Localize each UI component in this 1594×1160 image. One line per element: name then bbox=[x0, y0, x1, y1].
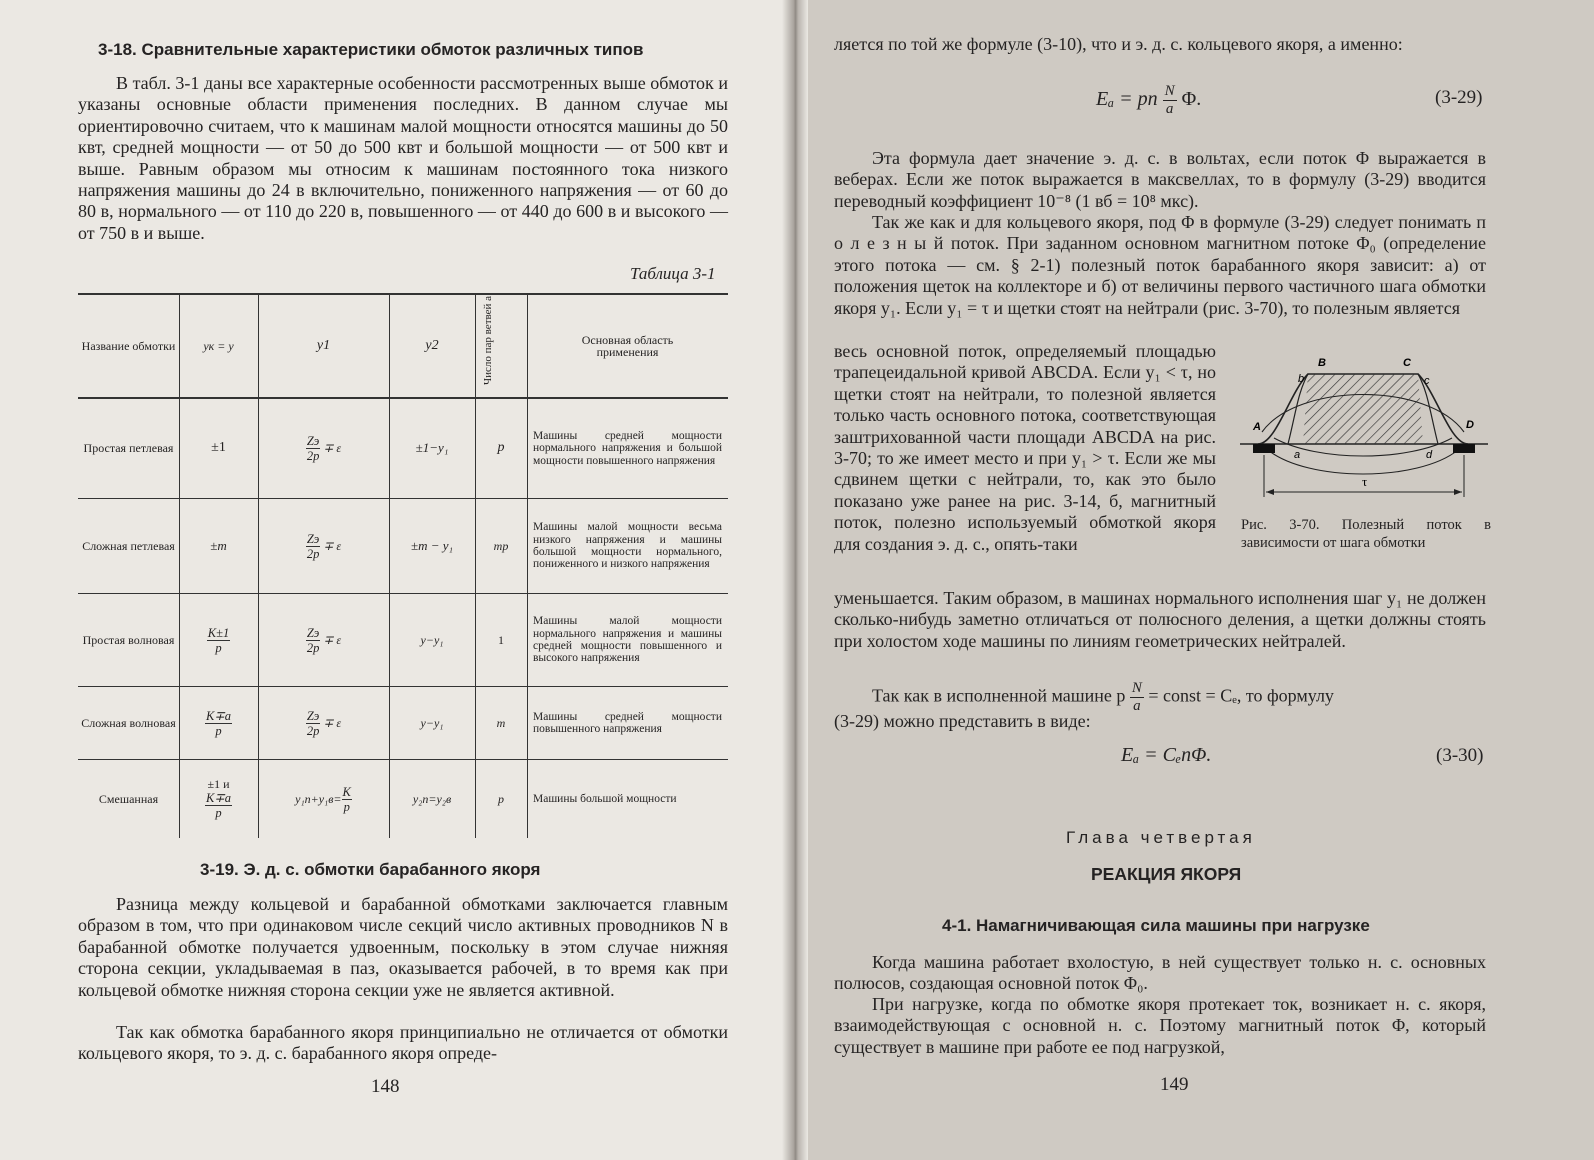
label-B: B bbox=[1318, 357, 1326, 369]
row1-y1: $\frac{Zэ}{2p}$ ∓ ε bbox=[306, 434, 342, 463]
figure-3-70-flux-diagram bbox=[1238, 352, 1490, 510]
chapter-title: РЕАКЦИЯ ЯКОРЯ bbox=[1091, 864, 1242, 884]
row5-area: Машины большой мощности bbox=[533, 792, 677, 805]
label-a: a bbox=[1294, 449, 1301, 461]
paragraph-load: При нагрузке, когда по обмотке якоря протекает ток, возникает н. с. якоря, взаимодействующая с основной н. с. Поэтому магнитный поток Φ, который существует в машине при работе ее под нагрузкой, bbox=[834, 994, 1486, 1057]
row2-name: Сложная петлевая bbox=[82, 538, 175, 553]
label-D: D bbox=[1466, 419, 1474, 431]
formula-3-30: Eₐ = CₑnΦ. bbox=[1121, 744, 1212, 766]
equation-number-3-29: (3-29) bbox=[1435, 87, 1483, 108]
header-y1: y1 bbox=[316, 337, 331, 353]
row5-y1: y₁п+y₁в= $\frac{K}{p}$ bbox=[295, 784, 351, 814]
label-c: c bbox=[1424, 375, 1430, 387]
row3-y1: $\frac{Zэ}{2p}$ ∓ ε bbox=[306, 625, 342, 655]
intro-paragraph: В табл. 3-1 даны все характерные особенности рассмотренных выше обмоток и указаны основные области применения последних. В данном случае мы ориентировочно считаем, что к машинам малой мощности относятся машины до 50 квт, средней мощности — от 50 до 500 квт и большой мощности — от 500 квт и выше. Равным образом мы относим к машинам постоянного тока низкого напряжения машины до 24 в включительно, пониженного напряжения — от 60 до 80 в, нормального — от 110 до 220 в, повышенного — от 440 до 600 в и высокого — от 750 в и выше. bbox=[78, 73, 728, 243]
paragraph-continuation: ляется по той же формуле (3-10), что и э. д. с. кольцевого якоря, а именно: bbox=[834, 34, 1403, 54]
paragraph-emf-intro: Так как обмотка барабанного якоря принципиально не отличается от обмотки кольцевого якоря, то э. д. с. барабанного якоря опреде- bbox=[78, 1022, 728, 1064]
table-caption: Таблица 3-1 bbox=[630, 264, 716, 283]
header-branch-pairs: Число пар ветвей a bbox=[482, 295, 494, 385]
figure-3-70-caption: Рис. 3-70. Полезный поток в зависимости от шага обмотки bbox=[1241, 517, 1491, 551]
row5-yk: ±1 и $\frac{K\mp a}{p}$ bbox=[205, 777, 232, 820]
row2-y2: ±m − y₁ bbox=[410, 537, 454, 553]
left-page bbox=[0, 0, 795, 1160]
paragraph-const: Так как в исполненной машине p $\frac{N}{a}$ = const = Cₑ, то формулу bbox=[872, 680, 1334, 714]
section-heading-4-1: 4-1. Намагничивающая сила машины при нагрузке bbox=[942, 916, 1370, 935]
row1-y2: ±1−y₁ bbox=[415, 440, 449, 456]
row4-name: Сложная волновая bbox=[81, 715, 176, 730]
header-winding-name: Название обмотки bbox=[81, 338, 176, 353]
row4-yk: $\frac{K\mp a}{p}$ bbox=[205, 708, 232, 738]
row1-name: Простая петлевая bbox=[83, 441, 174, 456]
paragraph-no-load: Когда машина работает вхолостую, в ней существует только н. с. основных полюсов, создающая основной поток Φ₀. bbox=[834, 952, 1486, 994]
page-number-right: 149 bbox=[1160, 1074, 1189, 1095]
row2-yk: ±m bbox=[210, 537, 227, 553]
row1-area: Машины средней мощности нормального напряжения и большой мощности повышенного напряжения bbox=[533, 430, 722, 467]
header-yk: yк = y bbox=[203, 338, 234, 353]
table-3-1 bbox=[78, 293, 728, 838]
row1-yk: ±1 bbox=[211, 440, 226, 456]
row4-a: m bbox=[496, 715, 506, 730]
row2-a: mp bbox=[493, 538, 509, 553]
row4-y2: y−y₁ bbox=[420, 715, 444, 730]
row5-y2: y₂п=y₂в bbox=[412, 791, 452, 806]
row2-y1: $\frac{Zэ}{2p}$ ∓ ε bbox=[306, 531, 342, 561]
row5-name: Смешанная bbox=[98, 791, 159, 806]
paragraph-units: Эта формула дает значение э. д. с. в вольтах, если поток Φ выражается в веберах. Если же поток выражается в максвеллах, то в формулу (3-29) вводится переводный коэффициент 10⁻⁸ (1 вб = 10⁸ мкс). bbox=[834, 148, 1486, 211]
section-heading-3-18: 3-18. Сравнительные характеристики обмоток различных типов bbox=[98, 40, 644, 59]
section-heading-3-19: 3-19. Э. д. с. обмотки барабанного якоря bbox=[200, 860, 541, 879]
paragraph-conclusion: уменьшается. Таким образом, в машинах нормального исполнения шаг y₁ не должен сколько-нибудь заметно отличаться от полюсного деления, а щетки должны стоять при холостом ходе машины по линиям геометрических нейтралей. bbox=[834, 588, 1486, 651]
label-A: A bbox=[1253, 421, 1261, 433]
chapter-label: Глава четвертая bbox=[1066, 828, 1256, 847]
row5-a: p bbox=[498, 791, 504, 806]
row4-area: Машины средней мощности повышенного напряжения bbox=[533, 710, 722, 735]
paragraph-useful-flux: Так же как и для кольцевого якоря, под Φ в формуле (3-29) следует понимать п о л е з н ы й поток. При заданном основном магнитном потоке Φ₀ (определение этого потока — см. § 2-1) полезный поток барабанного якоря зависит: а) от положения щеток на коллекторе и б) от величины первого частичного шага обмотки якоря y₁. Если y₁ = τ и щетки стоят на нейтрали (рис. 3-70), то полезным является bbox=[834, 212, 1486, 318]
header-application: Основная область применения bbox=[581, 332, 674, 359]
label-d: d bbox=[1426, 449, 1433, 461]
row2-area: Машины малой мощности весьма низкого напряжения и машины большой мощности нормального, пониженного и низкого напряжения bbox=[533, 521, 722, 571]
paragraph-flux-wrap: весь основной поток, определяемый площадью трапецеидальной кривой ABCDA. Если y₁ < τ, но щетки стоят на нейтрали, то полезной является только часть основного потока, соответствующая заштрихованной части площади ABCDA на рис. 3-70; то же имеет место и при y₁ > τ. Если же мы сдвинем щетки с нейтрали, то, как это было показано уже ранее на рис. 3-14, б, магнитный поток, полезно используемый обмоткой якоря для создания э. д. с., опять-таки bbox=[834, 341, 1216, 554]
page-number: 148 bbox=[371, 1076, 400, 1097]
row1-a: p bbox=[497, 440, 505, 456]
header-y2: y2 bbox=[425, 337, 439, 353]
paragraph-drum-winding: Разница между кольцевой и барабанной обмотками заключается главным образом в том, что при одинаковом числе секций число активных проводников N в барабанной обмотке получается удвоенным, поскольку в этом случае нижняя сторона секции, укладываемая в паз, оказывается рабочей, в то время как при кольцевой обмотке нижняя сторона секции уже не является активной. bbox=[78, 894, 728, 1000]
label-tau: τ bbox=[1362, 474, 1368, 489]
row3-yk: $\frac{K\pm 1}{p}$ bbox=[207, 625, 230, 655]
label-b: b bbox=[1298, 373, 1305, 385]
paragraph-const-line2: (3-29) можно представить в виде: bbox=[834, 711, 1091, 731]
formula-3-29: Eₐ = pn $\frac{N}{a}$ Φ. bbox=[1096, 83, 1202, 117]
row3-area: Машины малой мощности нормального напряжения и машины средней мощности повышенного и высокого напряжения bbox=[533, 615, 722, 665]
row3-y2: y−y₁ bbox=[420, 632, 444, 647]
row4-y1: $\frac{Zэ}{2p}$ ∓ ε bbox=[306, 708, 342, 738]
row3-name: Простая волновая bbox=[82, 632, 175, 647]
row3-a: 1 bbox=[498, 632, 504, 647]
label-C: C bbox=[1403, 357, 1411, 369]
equation-number-3-30: (3-30) bbox=[1436, 745, 1484, 766]
